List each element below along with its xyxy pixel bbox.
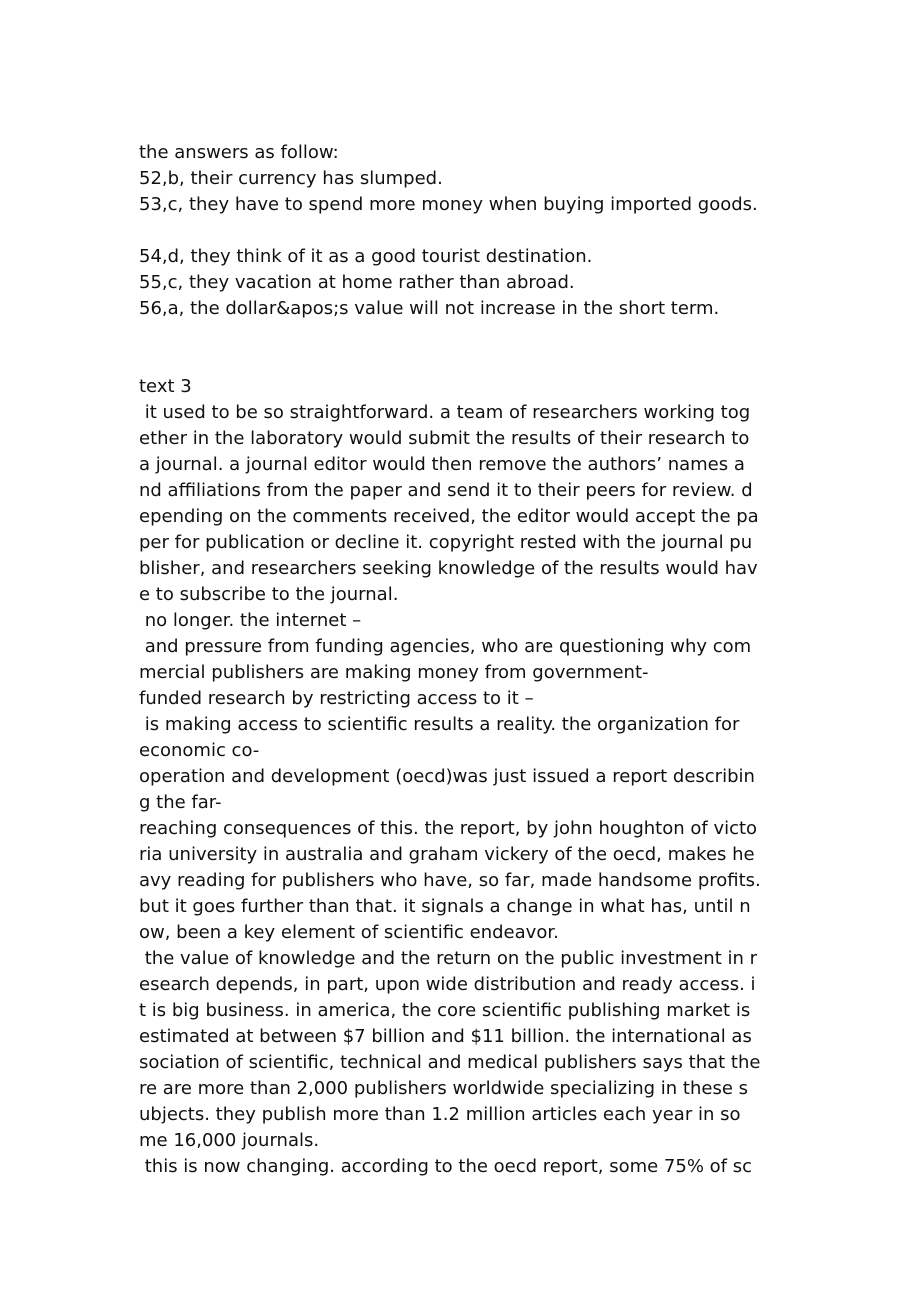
answer-item: 52,b, their currency has slumped. — [139, 168, 443, 189]
paragraph-line: economic co- — [139, 740, 260, 761]
paragraph-line: ow, been a key element of scientific endeavor. — [139, 922, 559, 943]
paragraph-line: no longer. the internet – — [139, 610, 362, 631]
paragraph-line: per for publication or decline it. copyright rested with the journal pu — [139, 532, 753, 553]
answer-item: 54,d, they think of it as a good tourist destination. — [139, 246, 593, 267]
paragraph-line: ether in the laboratory would submit the results of their research to — [139, 428, 750, 449]
paragraph-line: but it goes further than that. it signals a change in what has, until n — [139, 896, 751, 917]
paragraph-line: t is big business. in america, the core scientific publishing market is — [139, 1000, 751, 1021]
paragraph-line: is making access to scientific results a reality. the organization for — [139, 714, 740, 735]
paragraph-line: it used to be so straightforward. a team of researchers working tog — [139, 402, 751, 423]
paragraph-line: re are more than 2,000 publishers worldwide specializing in these s — [139, 1078, 749, 1099]
answer-item: 55,c, they vacation at home rather than abroad. — [139, 272, 575, 293]
paragraph-line: a journal. a journal editor would then remove the authors’ names a — [139, 454, 745, 475]
paragraph-line: ria university in australia and graham vickery of the oecd, makes he — [139, 844, 755, 865]
answer-item: 56,a, the dollar&apos;s value will not increase in the short term. — [139, 298, 720, 319]
paragraph-line: g the far- — [139, 792, 222, 813]
paragraph-line: me 16,000 journals. — [139, 1130, 320, 1151]
answer-item: 53,c, they have to spend more money when buying imported goods. — [139, 194, 758, 215]
answers-heading: the answers as follow: — [139, 142, 339, 163]
section-title: text 3 — [139, 376, 192, 397]
paragraph-line: funded research by restricting access to it – — [139, 688, 534, 709]
paragraph-line: esearch depends, in part, upon wide distribution and ready access. i — [139, 974, 756, 995]
paragraph-line: epending on the comments received, the editor would accept the pa — [139, 506, 759, 527]
paragraph-line: avy reading for publishers who have, so far, made handsome profits. — [139, 870, 761, 891]
paragraph-line: operation and development (oecd)was just issued a report describin — [139, 766, 755, 787]
paragraph-line: mercial publishers are making money from government- — [139, 662, 649, 683]
paragraph-line: sociation of scientific, technical and medical publishers says that the — [139, 1052, 761, 1073]
paragraph-line: ubjects. they publish more than 1.2 million articles each year in so — [139, 1104, 741, 1125]
paragraph-line: e to subscribe to the journal. — [139, 584, 399, 605]
paragraph-line: this is now changing. according to the oecd report, some 75% of sc — [139, 1156, 753, 1177]
paragraph-line: nd affiliations from the paper and send it to their peers for review. d — [139, 480, 753, 501]
paragraph-line: reaching consequences of this. the report, by john houghton of victo — [139, 818, 758, 839]
paragraph-line: and pressure from funding agencies, who are questioning why com — [139, 636, 752, 657]
paragraph-line: blisher, and researchers seeking knowledge of the results would hav — [139, 558, 758, 579]
paragraph-line: estimated at between $7 billion and $11 billion. the international as — [139, 1026, 752, 1047]
paragraph-line: the value of knowledge and the return on the public investment in r — [139, 948, 758, 969]
